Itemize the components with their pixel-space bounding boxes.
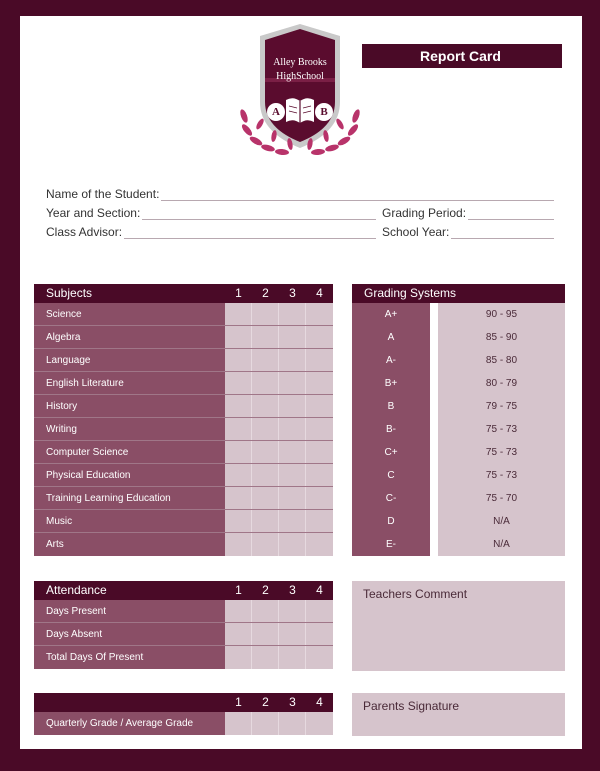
grade-letter: D xyxy=(352,510,430,533)
grade-divider xyxy=(430,303,438,326)
school-year-label: School Year: xyxy=(382,225,450,239)
subject-row xyxy=(34,533,333,556)
subject-grade-cell[interactable] xyxy=(225,326,252,348)
student-name-line[interactable] xyxy=(161,191,554,201)
grading-period-field[interactable] xyxy=(382,206,554,220)
class-advisor-label: Class Advisor: xyxy=(46,225,123,239)
quarterly-quarter-1-header: 1 xyxy=(235,695,242,709)
grade-letter: E- xyxy=(352,533,430,556)
school-name-line2: HighSchool xyxy=(276,71,324,82)
subject-grade-cell[interactable] xyxy=(279,326,306,348)
attendance-grade-cell[interactable] xyxy=(252,646,279,669)
attendance-quarter-3-header: 3 xyxy=(289,583,296,597)
grade-letter: B- xyxy=(352,418,430,441)
subject-grade-cell[interactable] xyxy=(225,303,252,325)
quarter-4-header: 4 xyxy=(316,286,323,300)
subject-row xyxy=(34,487,333,510)
subject-grade-cell[interactable] xyxy=(279,487,306,509)
subject-label: Writing xyxy=(34,418,225,440)
attendance-row xyxy=(34,623,333,646)
grade-letter: B xyxy=(352,395,430,418)
quarterly-grade-cell[interactable] xyxy=(225,712,252,735)
subject-grade-cell[interactable] xyxy=(306,395,333,417)
attendance-grade-cell[interactable] xyxy=(279,623,306,645)
attendance-label: Days Present xyxy=(34,600,225,622)
grade-divider xyxy=(430,349,438,372)
attendance-label: Total Days Of Present xyxy=(34,646,225,669)
attendance-grade-cell[interactable] xyxy=(252,600,279,622)
quarter-3-header: 3 xyxy=(289,286,296,300)
subject-label: History xyxy=(34,395,225,417)
subject-grade-cell[interactable] xyxy=(252,418,279,440)
subject-label: Science xyxy=(34,303,225,325)
crest-letter-left: A xyxy=(272,106,280,118)
attendance-grade-cell[interactable] xyxy=(279,600,306,622)
subject-grade-cell[interactable] xyxy=(225,349,252,371)
subject-grade-cell[interactable] xyxy=(279,303,306,325)
grade-divider xyxy=(430,395,438,418)
subject-grade-cell[interactable] xyxy=(279,349,306,371)
class-advisor-line[interactable] xyxy=(124,229,376,239)
class-advisor-field[interactable] xyxy=(46,225,376,239)
subject-row xyxy=(34,510,333,533)
subject-label: Language xyxy=(34,349,225,371)
school-name-line1: Alley Brooks xyxy=(273,57,327,68)
quarterly-grade-header xyxy=(34,693,333,712)
subject-grade-cell[interactable] xyxy=(225,418,252,440)
subject-grade-cell[interactable] xyxy=(279,510,306,532)
report-card-title: Report Card xyxy=(362,44,562,68)
subject-row xyxy=(34,349,333,372)
grading-row xyxy=(352,303,565,326)
grading-row xyxy=(352,395,565,418)
subject-grade-cell[interactable] xyxy=(306,303,333,325)
subject-label: Training Learning Education xyxy=(34,487,225,509)
subject-grade-cell[interactable] xyxy=(279,533,306,556)
school-name xyxy=(250,56,350,84)
grade-divider xyxy=(430,533,438,556)
parents-signature-label: Parents Signature xyxy=(363,699,460,713)
subject-grade-cell[interactable] xyxy=(252,510,279,532)
subject-grade-cell[interactable] xyxy=(279,418,306,440)
subject-row xyxy=(34,395,333,418)
crest-emblem-icon xyxy=(236,20,364,162)
subject-grade-cell[interactable] xyxy=(252,395,279,417)
subject-row xyxy=(34,441,333,464)
crest-letter-right: B xyxy=(320,106,328,118)
subject-grade-cell[interactable] xyxy=(306,349,333,371)
grade-divider xyxy=(430,418,438,441)
quarterly-quarter-2-header: 2 xyxy=(262,695,269,709)
grade-divider xyxy=(430,510,438,533)
grading-row xyxy=(352,441,565,464)
subject-grade-cell[interactable] xyxy=(225,395,252,417)
parents-signature-box[interactable] xyxy=(352,693,565,736)
attendance-header-label: Attendance xyxy=(46,583,107,597)
subject-grade-cell[interactable] xyxy=(279,372,306,394)
attendance-row xyxy=(34,646,333,669)
grade-divider xyxy=(430,326,438,349)
subject-row xyxy=(34,372,333,395)
subject-grade-cell[interactable] xyxy=(306,464,333,486)
attendance-grade-cell[interactable] xyxy=(306,623,333,645)
grading-row xyxy=(352,510,565,533)
year-section-field[interactable] xyxy=(46,206,376,220)
subject-grade-cell[interactable] xyxy=(306,418,333,440)
grade-divider xyxy=(430,487,438,510)
subject-label: Arts xyxy=(34,533,225,556)
subject-grade-cell[interactable] xyxy=(306,533,333,556)
subject-grade-cell[interactable] xyxy=(225,441,252,463)
attendance-table xyxy=(34,581,333,669)
grade-range: 75 - 70 xyxy=(438,487,565,510)
attendance-label: Days Absent xyxy=(34,623,225,645)
subject-grade-cell[interactable] xyxy=(252,533,279,556)
grade-range: 75 - 73 xyxy=(438,418,565,441)
attendance-quarter-2-header: 2 xyxy=(262,583,269,597)
grading-row xyxy=(352,349,565,372)
grading-row xyxy=(352,418,565,441)
grading-systems-header-label: Grading Systems xyxy=(364,286,457,300)
quarterly-row xyxy=(34,712,333,735)
grading-row xyxy=(352,464,565,487)
teachers-comment-label: Teachers Comment xyxy=(363,587,468,601)
grade-letter: A xyxy=(352,326,430,349)
grading-row xyxy=(352,533,565,556)
subject-grade-cell[interactable] xyxy=(225,533,252,556)
attendance-grade-cell[interactable] xyxy=(225,646,252,669)
grade-range: 79 - 75 xyxy=(438,395,565,418)
quarterly-grade-cell[interactable] xyxy=(306,712,333,735)
subject-label: English Literature xyxy=(34,372,225,394)
subject-grade-cell[interactable] xyxy=(279,464,306,486)
year-section-label: Year and Section: xyxy=(46,206,141,220)
subject-grade-cell[interactable] xyxy=(252,441,279,463)
subject-row xyxy=(34,464,333,487)
school-year-field[interactable] xyxy=(382,225,554,239)
grade-divider xyxy=(430,372,438,395)
grade-letter: C- xyxy=(352,487,430,510)
grade-letter: C+ xyxy=(352,441,430,464)
grade-letter: A+ xyxy=(352,303,430,326)
grade-range: 75 - 73 xyxy=(438,464,565,487)
grade-range: 80 - 79 xyxy=(438,372,565,395)
grade-divider xyxy=(430,441,438,464)
quarterly-grade-cell[interactable] xyxy=(279,712,306,735)
attendance-header xyxy=(34,581,333,600)
grading-row xyxy=(352,487,565,510)
grading-row xyxy=(352,326,565,349)
subject-row xyxy=(34,326,333,349)
attendance-quarter-4-header: 4 xyxy=(316,583,323,597)
quarterly-grade-cell[interactable] xyxy=(252,712,279,735)
subject-grade-cell[interactable] xyxy=(279,395,306,417)
subject-grade-cell[interactable] xyxy=(225,464,252,486)
subject-label: Computer Science xyxy=(34,441,225,463)
subject-grade-cell[interactable] xyxy=(306,487,333,509)
grading-period-line[interactable] xyxy=(468,210,554,220)
attendance-quarter-1-header: 1 xyxy=(235,583,242,597)
grade-range: 75 - 73 xyxy=(438,441,565,464)
quarterly-quarter-3-header: 3 xyxy=(289,695,296,709)
subject-grade-cell[interactable] xyxy=(252,326,279,348)
grading-period-label: Grading Period: xyxy=(382,206,467,220)
quarter-2-header: 2 xyxy=(262,286,269,300)
quarterly-quarter-4-header: 4 xyxy=(316,695,323,709)
year-section-line[interactable] xyxy=(142,210,376,220)
subject-grade-cell[interactable] xyxy=(252,464,279,486)
grading-systems-header xyxy=(352,284,565,303)
subject-grade-cell[interactable] xyxy=(306,372,333,394)
attendance-grade-cell[interactable] xyxy=(306,600,333,622)
school-year-line[interactable] xyxy=(451,229,554,239)
attendance-row xyxy=(34,600,333,623)
grade-range: N/A xyxy=(438,533,565,556)
attendance-grade-cell[interactable] xyxy=(225,623,252,645)
quarterly-grade-table xyxy=(34,693,333,735)
subject-grade-cell[interactable] xyxy=(306,510,333,532)
grading-systems-table xyxy=(352,284,565,556)
school-crest xyxy=(236,20,364,162)
subject-grade-cell[interactable] xyxy=(252,349,279,371)
attendance-grade-cell[interactable] xyxy=(306,646,333,669)
subject-row xyxy=(34,418,333,441)
subject-label: Physical Education xyxy=(34,464,225,486)
grade-range: N/A xyxy=(438,510,565,533)
attendance-grade-cell[interactable] xyxy=(225,600,252,622)
subject-label: Music xyxy=(34,510,225,532)
quarter-1-header: 1 xyxy=(235,286,242,300)
subject-grade-cell[interactable] xyxy=(306,441,333,463)
grade-letter: B+ xyxy=(352,372,430,395)
quarterly-label: Quarterly Grade / Average Grade xyxy=(34,712,225,735)
subject-grade-cell[interactable] xyxy=(279,441,306,463)
subjects-table xyxy=(34,284,333,556)
subject-grade-cell[interactable] xyxy=(306,326,333,348)
grade-range: 85 - 80 xyxy=(438,349,565,372)
attendance-grade-cell[interactable] xyxy=(279,646,306,669)
attendance-grade-cell[interactable] xyxy=(252,623,279,645)
grading-row xyxy=(352,372,565,395)
subject-row xyxy=(34,303,333,326)
grade-letter: C xyxy=(352,464,430,487)
grade-divider xyxy=(430,464,438,487)
subject-grade-cell[interactable] xyxy=(225,487,252,509)
subject-label: Algebra xyxy=(34,326,225,348)
teachers-comment-box[interactable] xyxy=(352,581,565,671)
subjects-header xyxy=(34,284,333,303)
subject-grade-cell[interactable] xyxy=(252,487,279,509)
student-name-field[interactable] xyxy=(46,187,554,201)
subject-grade-cell[interactable] xyxy=(252,372,279,394)
subject-grade-cell[interactable] xyxy=(252,303,279,325)
subjects-header-label: Subjects xyxy=(46,286,93,300)
grade-range: 85 - 90 xyxy=(438,326,565,349)
grade-range: 90 - 95 xyxy=(438,303,565,326)
subject-grade-cell[interactable] xyxy=(225,510,252,532)
grade-letter: A- xyxy=(352,349,430,372)
subject-grade-cell[interactable] xyxy=(225,372,252,394)
student-name-label: Name of the Student: xyxy=(46,187,160,201)
